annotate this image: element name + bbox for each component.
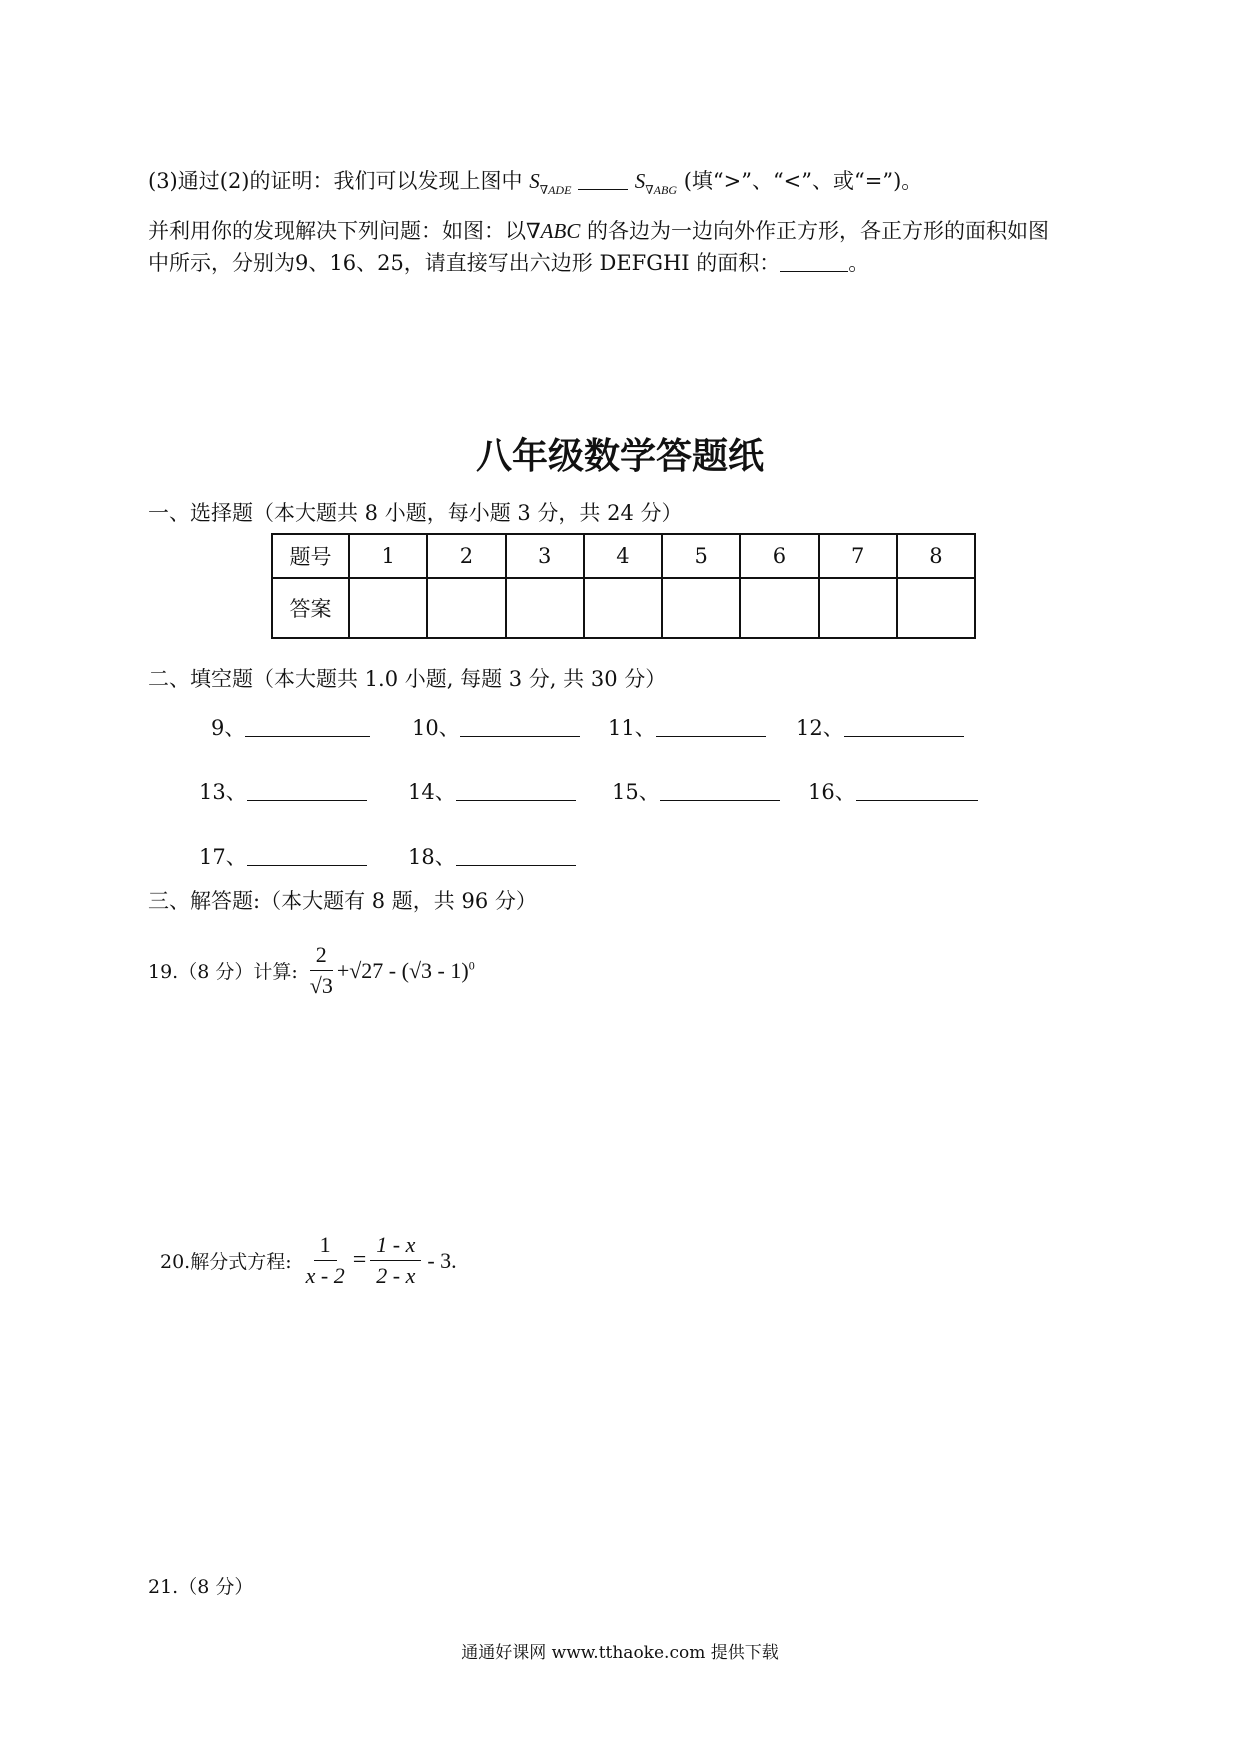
question-number-cell: 7 (819, 534, 897, 578)
section3-heading: 三、解答题:（本大题有 8 题，共 96 分） (148, 889, 537, 913)
q20-left-denominator: x - 2 (305, 1263, 345, 1288)
page-footer: 通通好课网 www.tthaoke.com 提供下载 (461, 1643, 779, 1663)
table-answer-row (272, 578, 975, 638)
question-number-cell: 8 (897, 534, 975, 578)
fill-item-label: 12、 (796, 716, 844, 740)
answer-cell[interactable] (427, 578, 505, 638)
page-title: 八年级数学答题纸 (475, 436, 764, 477)
fill-item-10 (412, 712, 580, 742)
fill-item-13 (199, 776, 367, 806)
q3-text-part1: (3)通过(2)的证明：我们可以发现上图中 (148, 169, 523, 193)
question-21: 21.（8 分） (148, 1576, 254, 1598)
fill-blank[interactable] (456, 799, 576, 801)
q19-label: 19.（8 分）计算: (148, 961, 298, 983)
answer-header: 答案 (272, 578, 349, 638)
question-number-header: 题号 (272, 534, 349, 578)
q3-line (148, 165, 922, 198)
problem-line-2 (148, 247, 869, 277)
problem-text-end: 。 (848, 251, 870, 275)
fill-item-label: 13、 (199, 780, 247, 804)
fill-blank[interactable] (247, 799, 367, 801)
answer-cell[interactable] (897, 578, 975, 638)
q19-numerator: 2 (310, 940, 333, 971)
problem-text-a: 并利用你的发现解决下列问题：如图：以 (148, 219, 526, 243)
problem-text-b: 的各边为一边向外作正方形，各正方形的面积如图 (587, 219, 1050, 243)
section2-heading: 二、填空题（本大题共 1.0 小题, 每题 3 分, 共 30 分） (148, 667, 667, 691)
q20-fraction-left (302, 1230, 349, 1291)
fill-item-12 (796, 712, 964, 742)
q19-fraction (306, 940, 337, 1001)
q20-right-numerator: 1 - x (370, 1230, 421, 1261)
fill-item-label: 14、 (408, 780, 456, 804)
q3-text-part2: (填“>”、“<”、或“=”)。 (683, 169, 923, 193)
q20-tail: - 3. (427, 1247, 457, 1273)
fill-blank[interactable] (245, 735, 370, 737)
fill-item-label: 10、 (412, 716, 460, 740)
question-number-cell: 4 (584, 534, 662, 578)
answer-cell[interactable] (740, 578, 818, 638)
question-number-cell: 3 (506, 534, 584, 578)
answer-cell[interactable] (819, 578, 897, 638)
fill-item-9 (211, 712, 370, 742)
fill-item-15 (612, 776, 780, 806)
question-number-cell: 6 (740, 534, 818, 578)
problem-text-c: 中所示，分别为9、16、25，请直接写出六边形 DEFGHI 的面积： (148, 251, 781, 275)
fill-item-17 (199, 841, 367, 871)
section1-heading: 一、选择题（本大题共 8 小题，每小题 3 分，共 24 分） (148, 501, 683, 525)
fill-blank[interactable] (456, 864, 576, 866)
fill-item-label: 9、 (211, 716, 246, 740)
triangle-abc: ∇ABC (526, 219, 581, 243)
fill-blank[interactable] (844, 735, 964, 737)
question-20 (160, 1230, 457, 1291)
q3-answer-blank (578, 188, 628, 190)
fill-blank[interactable] (247, 864, 367, 866)
q20-equals: = (352, 1247, 367, 1273)
q20-left-numerator: 1 (314, 1230, 337, 1261)
fill-item-label: 18、 (408, 845, 456, 869)
area-symbol-ade: $S_{\nabla ADE}$ (529, 169, 572, 197)
fill-blank[interactable] (856, 799, 978, 801)
fill-item-16 (808, 776, 978, 806)
fill-item-label: 17、 (199, 845, 247, 869)
question-19 (148, 940, 475, 1001)
fill-item-14 (408, 776, 576, 806)
q19-denominator: √3 (309, 973, 333, 998)
fill-item-18 (408, 841, 576, 871)
answer-cell[interactable] (662, 578, 740, 638)
fill-item-11 (608, 712, 766, 742)
area-symbol-abg: $S_{\nabla ABG}$ (634, 169, 677, 197)
question-number-cell: 5 (662, 534, 740, 578)
answer-cell[interactable] (584, 578, 662, 638)
question-number-cell: 2 (427, 534, 505, 578)
q20-label: 20.解分式方程: (160, 1251, 292, 1273)
fill-item-label: 11、 (608, 716, 656, 740)
hexagon-area-blank (780, 270, 848, 272)
q20-fraction-right (370, 1230, 421, 1291)
q20-right-denominator: 2 - x (376, 1263, 416, 1288)
fill-blank[interactable] (460, 735, 580, 737)
fill-item-label: 15、 (612, 780, 660, 804)
answer-cell[interactable] (349, 578, 427, 638)
answer-cell[interactable] (506, 578, 584, 638)
answer-table (271, 533, 976, 639)
q19-expression: +√27 - (√3 - 1)$^0$ (336, 957, 475, 983)
question-number-cell: 1 (349, 534, 427, 578)
problem-line-1 (148, 215, 1049, 245)
table-header-row (272, 534, 975, 578)
fill-blank[interactable] (656, 735, 766, 737)
fill-blank[interactable] (660, 799, 780, 801)
fill-item-label: 16、 (808, 780, 856, 804)
